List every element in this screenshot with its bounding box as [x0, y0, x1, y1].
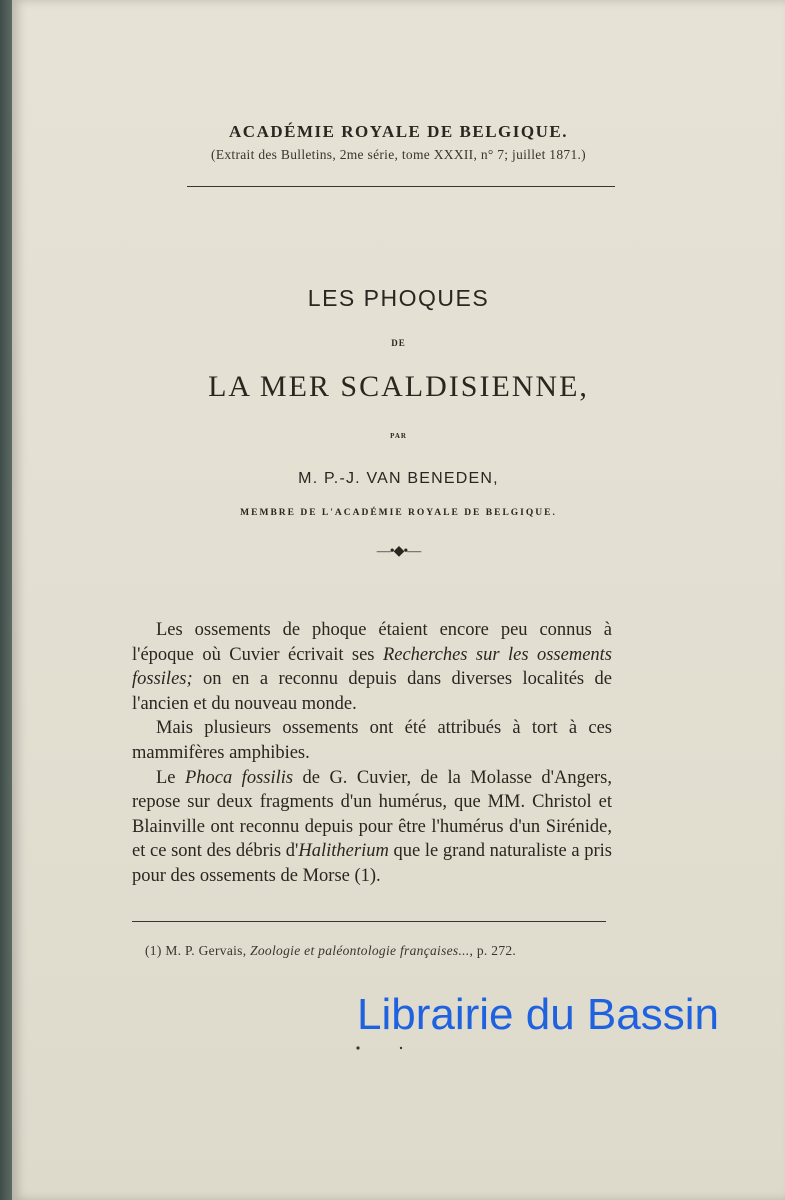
title-de: DE — [391, 338, 406, 348]
paragraph-1: Les ossements de phoque étaient encore peu connus à l'époque où Cuvier écrivait ses Recherches sur les ossements fossiles; on en a reconnu depuis dans diverses localités de l'ancien et du nouveau monde. — [132, 620, 612, 714]
paragraph-2: Mais plusieurs ossements ont été attribués à tort à ces mammifères amphibies. — [132, 718, 612, 763]
author-name: M. P.-J. VAN BENEDEN, — [298, 470, 499, 487]
emphasis-title: Recherches sur les ossements fossiles; — [132, 644, 612, 690]
title-par: PAR — [390, 432, 407, 440]
title-line-1: LES PHOQUES — [307, 285, 490, 311]
footnote: (1) M. P. Gervais, Zoologie et paléontologie françaises..., p. 272. — [145, 943, 517, 958]
body-text — [132, 618, 612, 889]
watermark-text: Librairie du Bassin — [357, 990, 719, 1039]
header-rule — [187, 186, 615, 187]
title-line-2: LA MER SCALDISIENNE, — [208, 370, 589, 403]
footnote-rule — [132, 921, 606, 922]
academy-heading: ACADÉMIE ROYALE DE BELGIQUE. — [229, 122, 568, 141]
emphasis-species: Phoca fossilis — [184, 767, 294, 788]
document-page — [12, 0, 785, 1200]
cover-edge — [0, 0, 12, 1200]
paragraph-3: Le Phoca fossilis de G. Cuvier, de la Molasse d'Angers, repose sur deux fragments d'un humérus, que MM. Christol et Blainville ont reconnu depuis pour être l'humérus d'un Sirénide, et ce sont des débris d'Halitherium que le grand naturaliste a pris pour des ossements de Morse (1). — [132, 767, 613, 886]
speck-marks — [355, 1045, 405, 1051]
ornament-divider: —•◆•— — [376, 544, 421, 559]
extract-note: (Extrait des Bulletins, 2me série, tome XXXII, n° 7; juillet 1871.) — [211, 147, 586, 162]
author-affiliation: MEMBRE DE L'ACADÉMIE ROYALE DE BELGIQUE. — [240, 508, 557, 518]
emphasis-genus: Halitherium — [298, 841, 389, 862]
